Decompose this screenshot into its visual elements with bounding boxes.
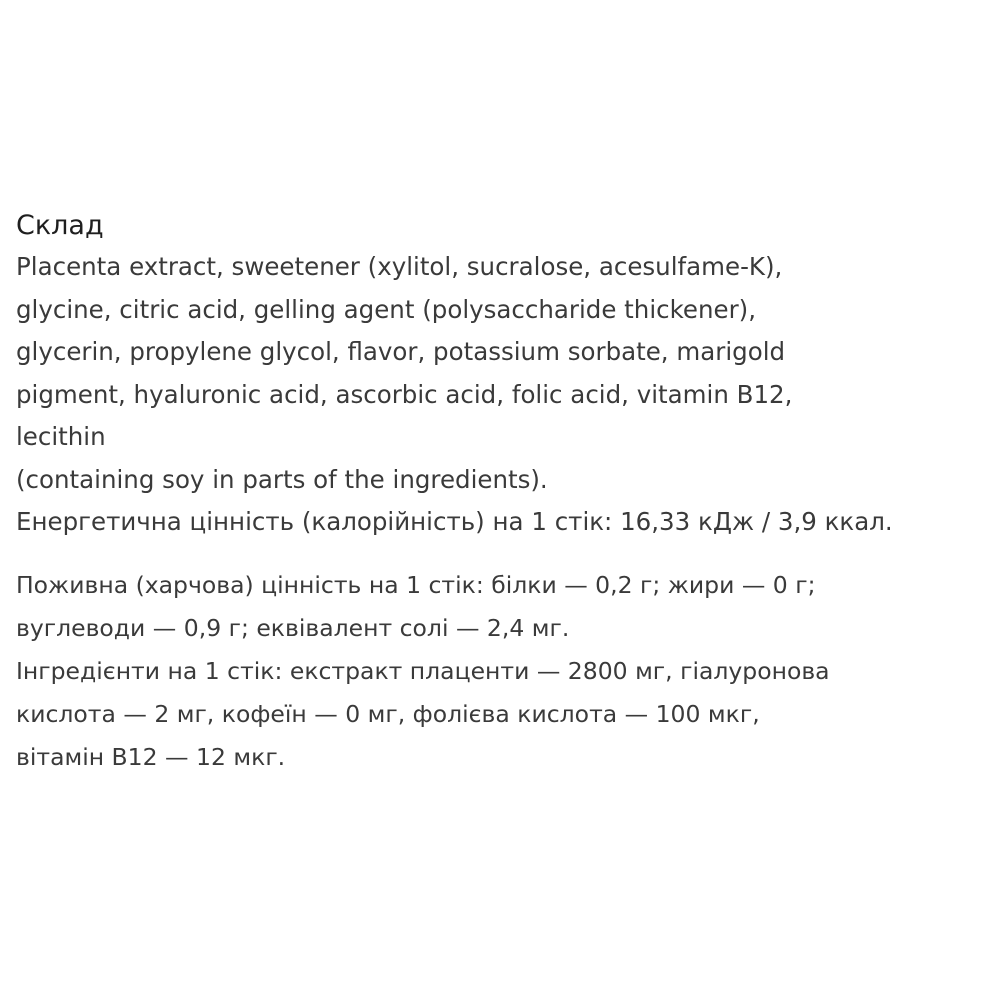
nutrition-line: Поживна (харчова) цінність на 1 стік: білки — 0,2 г; жири — 0 г; — [16, 570, 816, 599]
composition-line: glycine, citric acid, gelling agent (polysaccharide thickener), — [16, 294, 757, 324]
composition-line: Placenta extract, sweetener (xylitol, sucralose, acesulfame-K), — [16, 252, 783, 281]
composition-line: pigment, hyaluronic acid, ascorbic acid, folic acid, vitamin B12, — [16, 379, 793, 409]
composition-line: (containing soy in parts of the ingredients). — [16, 464, 548, 494]
ingredients-line: вітамін В12 — 12 мкг. — [16, 742, 286, 771]
nutrition-text — [16, 564, 991, 779]
nutrition-line: вуглеводи — 0,9 г; еквівалент солі — 2,4 мг. — [16, 613, 570, 642]
ingredients-line: Інгредієнти на 1 стік: екстракт плаценти — 2800 мг, гіалуронова — [16, 656, 830, 685]
composition-heading: Склад — [16, 210, 104, 241]
product-info — [16, 206, 991, 779]
composition-line: glycerin, propylene glycol, flavor, potassium sorbate, marigold — [16, 337, 786, 366]
energy-value-line: Енергетична цінність (калорійність) на 1 стік: 16,33 кДж / 3,9 ккал. — [16, 507, 893, 536]
composition-line: lecithin — [16, 422, 106, 451]
composition-text — [16, 246, 991, 544]
ingredients-line: кислота — 2 мг, кофеїн — 0 мг, фолієва кислота — 100 мкг, — [16, 699, 760, 728]
